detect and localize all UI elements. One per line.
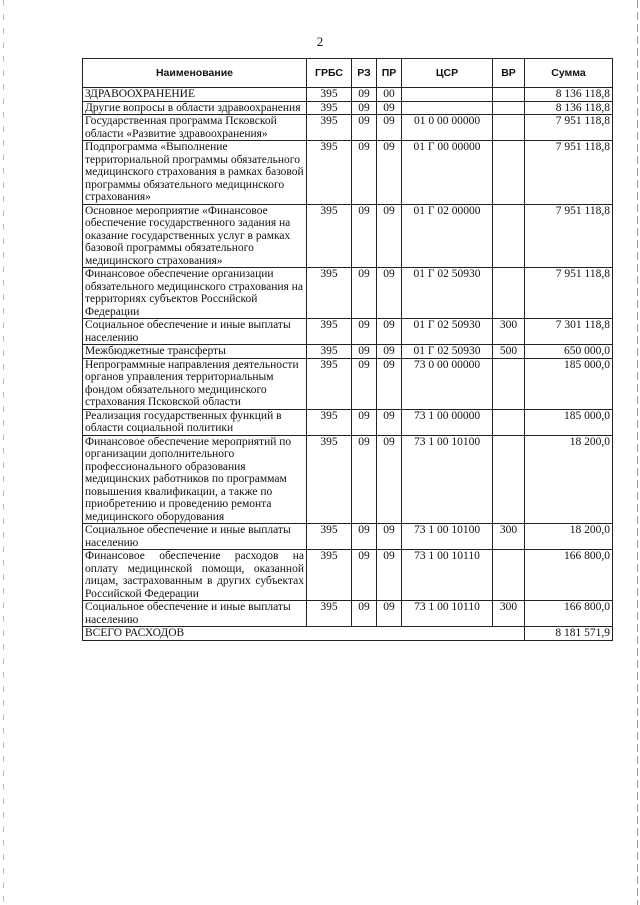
row-pr: 09 <box>377 550 402 601</box>
row-pr: 09 <box>377 435 402 524</box>
row-rz: 09 <box>352 358 377 409</box>
row-grbs: 395 <box>307 345 352 359</box>
row-vr <box>493 550 525 601</box>
table-row <box>83 101 613 115</box>
table-row <box>83 345 613 359</box>
row-csr: 73 0 00 00000 <box>402 358 493 409</box>
total-sum: 8 181 571,9 <box>525 627 613 641</box>
row-csr: 01 Г 02 50930 <box>402 319 493 345</box>
row-csr: 01 Г 00 00000 <box>402 141 493 205</box>
row-name: Социальное обеспечение и иные выплаты населению <box>83 319 307 345</box>
row-rz: 09 <box>352 435 377 524</box>
row-csr: 73 1 00 10110 <box>402 601 493 627</box>
row-rz: 09 <box>352 319 377 345</box>
row-rz: 09 <box>352 409 377 435</box>
row-grbs: 395 <box>307 115 352 141</box>
table-row <box>83 319 613 345</box>
row-csr <box>402 101 493 115</box>
row-sum: 8 136 118,8 <box>525 88 613 102</box>
row-sum: 650 000,0 <box>525 345 613 359</box>
row-vr: 300 <box>493 524 525 550</box>
row-vr: 500 <box>493 345 525 359</box>
row-rz: 09 <box>352 141 377 205</box>
header-rz: РЗ <box>352 59 377 88</box>
row-grbs: 395 <box>307 141 352 205</box>
row-vr <box>493 115 525 141</box>
row-name: Финансовое обеспечение организации обязательного медицинского страхования на территориях субъектов Российской Федерации <box>83 268 307 319</box>
row-grbs: 395 <box>307 268 352 319</box>
page-number: 2 <box>316 34 324 49</box>
header-name: Наименование <box>83 59 307 88</box>
row-vr <box>493 268 525 319</box>
row-csr <box>402 88 493 102</box>
row-sum: 185 000,0 <box>525 358 613 409</box>
row-sum: 166 800,0 <box>525 550 613 601</box>
table-row <box>83 435 613 524</box>
row-sum: 7 951 118,8 <box>525 204 613 268</box>
table-row <box>83 204 613 268</box>
row-grbs: 395 <box>307 550 352 601</box>
header-csr: ЦСР <box>402 59 493 88</box>
row-name: Основное мероприятие «Финансовое обеспечение государственного задания на оказание государственных услуг в рамках базовой программы обязательного медицинского страхования» <box>83 204 307 268</box>
row-pr: 09 <box>377 358 402 409</box>
row-rz: 09 <box>352 601 377 627</box>
table-row <box>83 524 613 550</box>
row-grbs: 395 <box>307 101 352 115</box>
row-pr: 09 <box>377 115 402 141</box>
table-row <box>83 601 613 627</box>
table-row <box>83 115 613 141</box>
row-rz: 09 <box>352 204 377 268</box>
row-csr: 01 Г 02 00000 <box>402 204 493 268</box>
row-csr: 01 0 00 00000 <box>402 115 493 141</box>
row-grbs: 395 <box>307 204 352 268</box>
row-sum: 8 136 118,8 <box>525 101 613 115</box>
row-csr: 01 Г 02 50930 <box>402 268 493 319</box>
row-grbs: 395 <box>307 88 352 102</box>
row-name: Социальное обеспечение и иные выплаты населению <box>83 601 307 627</box>
row-rz: 09 <box>352 268 377 319</box>
row-rz: 09 <box>352 345 377 359</box>
row-name: Государственная программа Псковской области «Развитие здравоохранения» <box>83 115 307 141</box>
row-rz: 09 <box>352 101 377 115</box>
row-name: Социальное обеспечение и иные выплаты населению <box>83 524 307 550</box>
row-pr: 09 <box>377 268 402 319</box>
row-pr: 09 <box>377 524 402 550</box>
row-csr: 01 Г 02 50930 <box>402 345 493 359</box>
header-grbs: ГРБС <box>307 59 352 88</box>
row-name: Непрограммные направления деятельности органов управления территориальным фондом обязательного медицинского страхования Псковской области <box>83 358 307 409</box>
row-pr: 00 <box>377 88 402 102</box>
scan-edge-left <box>3 0 4 905</box>
row-vr <box>493 435 525 524</box>
row-rz: 09 <box>352 550 377 601</box>
table-header-row <box>83 59 613 88</box>
table-row <box>83 358 613 409</box>
total-label: ВСЕГО РАСХОДОВ <box>83 627 525 641</box>
row-sum: 7 951 118,8 <box>525 268 613 319</box>
row-name: Межбюджетные трансферты <box>83 345 307 359</box>
row-csr: 73 1 00 10110 <box>402 550 493 601</box>
row-sum: 185 000,0 <box>525 409 613 435</box>
row-sum: 7 301 118,8 <box>525 319 613 345</box>
row-rz: 09 <box>352 524 377 550</box>
header-sum: Сумма <box>525 59 613 88</box>
row-pr: 09 <box>377 601 402 627</box>
row-name: ЗДРАВООХРАНЕНИЕ <box>83 88 307 102</box>
row-vr <box>493 409 525 435</box>
row-name: Финансовое обеспечение мероприятий по организации дополнительного профессионального образования медицинских работников по программам повышения квалификации, а также по приобретению и проведению ремонта медицинского оборудования <box>83 435 307 524</box>
budget-table <box>82 58 613 641</box>
row-pr: 09 <box>377 345 402 359</box>
table-row <box>83 88 613 102</box>
row-pr: 09 <box>377 409 402 435</box>
row-csr: 73 1 00 10100 <box>402 435 493 524</box>
total-row <box>83 627 613 641</box>
row-grbs: 395 <box>307 601 352 627</box>
row-vr <box>493 204 525 268</box>
row-rz: 09 <box>352 88 377 102</box>
row-grbs: 395 <box>307 409 352 435</box>
row-sum: 7 951 118,8 <box>525 141 613 205</box>
header-vr: ВР <box>493 59 525 88</box>
row-name: Другие вопросы в области здравоохранения <box>83 101 307 115</box>
row-name: Финансовое обеспечение расходов на оплату медицинской помощи, оказанной лицам, застрахованным в других субъектах Российской Федерации <box>83 550 307 601</box>
row-grbs: 395 <box>307 435 352 524</box>
row-pr: 09 <box>377 319 402 345</box>
row-grbs: 395 <box>307 358 352 409</box>
row-sum: 18 200,0 <box>525 435 613 524</box>
row-rz: 09 <box>352 115 377 141</box>
row-csr: 73 1 00 00000 <box>402 409 493 435</box>
row-vr <box>493 141 525 205</box>
table-row <box>83 550 613 601</box>
table-row <box>83 268 613 319</box>
row-name: Подпрограмма «Выполнение территориальной программы обязательного медицинского страхования в рамках базовой программы обязательного медицинского страхования» <box>83 141 307 205</box>
row-sum: 18 200,0 <box>525 524 613 550</box>
row-sum: 7 951 118,8 <box>525 115 613 141</box>
row-vr <box>493 358 525 409</box>
row-name: Реализация государственных функций в области социальной политики <box>83 409 307 435</box>
table-row <box>83 409 613 435</box>
row-sum: 166 800,0 <box>525 601 613 627</box>
row-vr: 300 <box>493 601 525 627</box>
table-row <box>83 141 613 205</box>
row-vr <box>493 88 525 102</box>
scan-edge-right <box>637 0 638 905</box>
row-pr: 09 <box>377 141 402 205</box>
row-pr: 09 <box>377 101 402 115</box>
row-csr: 73 1 00 10100 <box>402 524 493 550</box>
row-grbs: 395 <box>307 524 352 550</box>
row-vr: 300 <box>493 319 525 345</box>
header-pr: ПР <box>377 59 402 88</box>
row-vr <box>493 101 525 115</box>
row-pr: 09 <box>377 204 402 268</box>
row-grbs: 395 <box>307 319 352 345</box>
